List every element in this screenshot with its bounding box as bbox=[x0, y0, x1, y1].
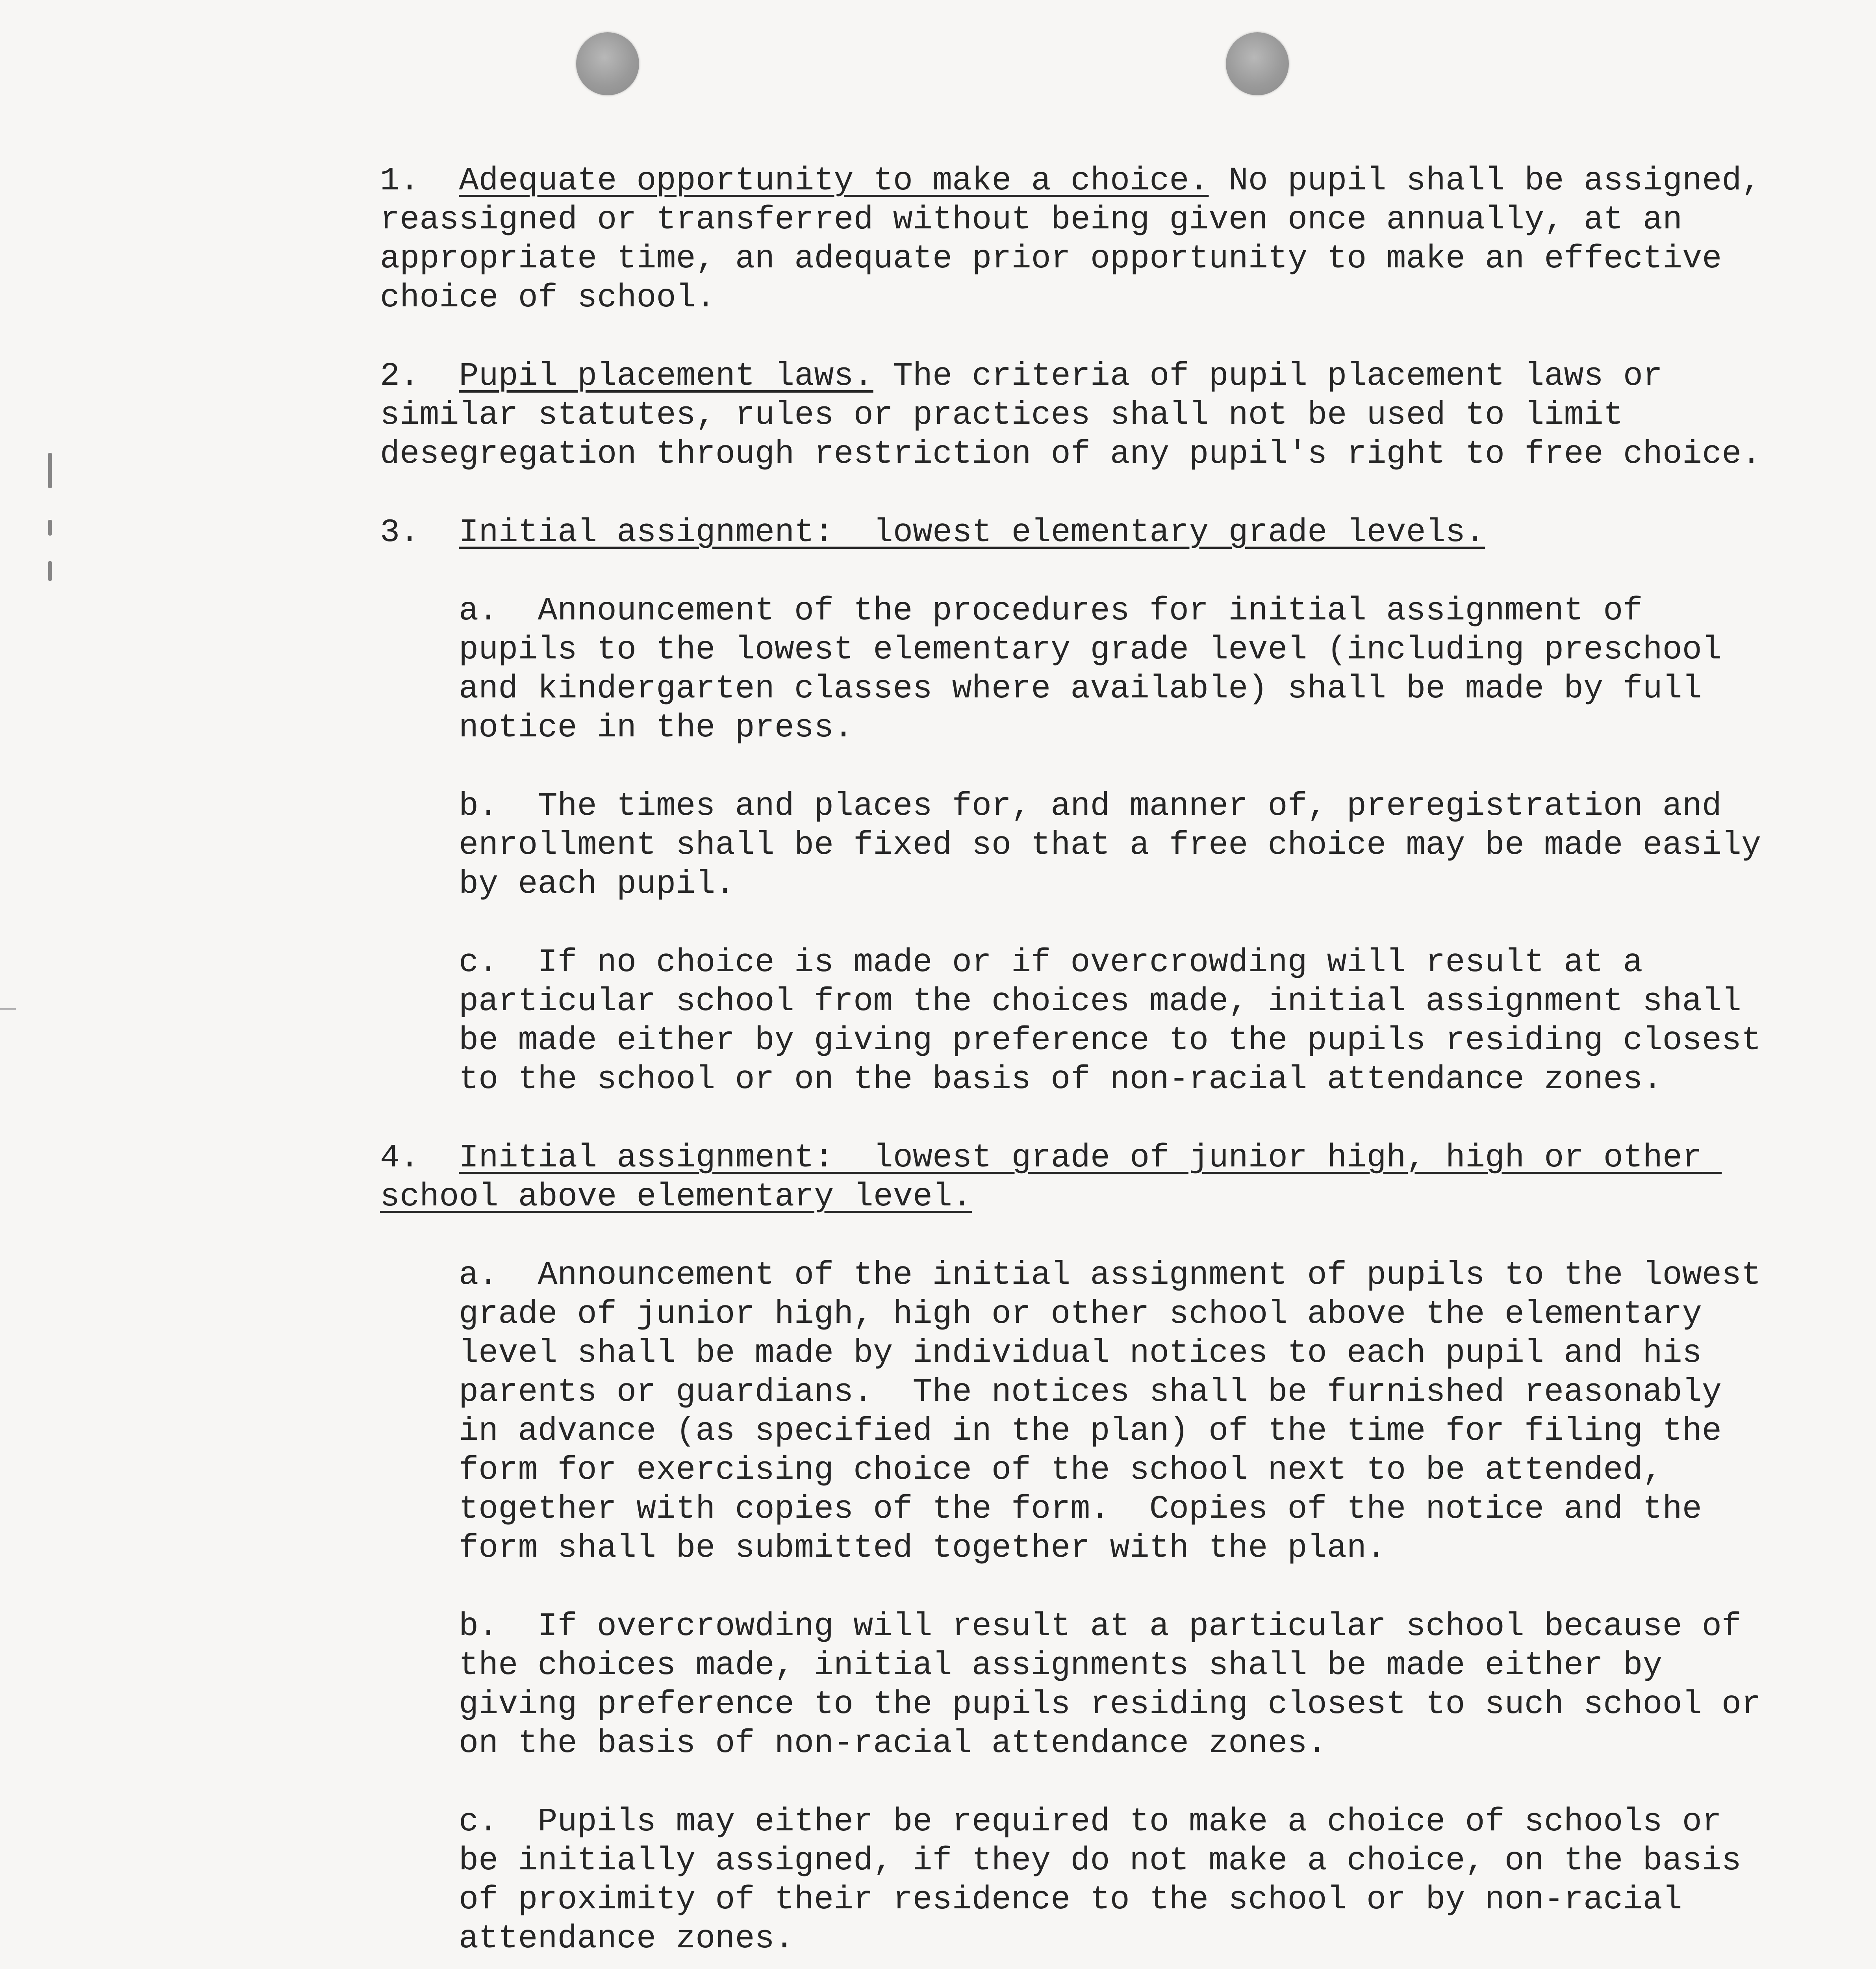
subitem-4c bbox=[222, 1802, 1774, 1958]
subitem-letter: a. bbox=[459, 592, 499, 630]
margin-mark bbox=[48, 520, 52, 536]
section-number: 3. bbox=[380, 514, 420, 551]
margin-mark bbox=[48, 453, 52, 488]
section-1 bbox=[222, 161, 1781, 317]
subitem-text: If no choice is made or if overcrowding will result at a particular school from the choices made, initial assignment shall be made either by giving preference to the pupils residing closest to the school or on the basis of non-racial attendance zones. bbox=[459, 944, 1781, 1098]
document-body bbox=[222, 161, 1781, 1969]
section-2 bbox=[222, 357, 1774, 474]
punch-hole-left bbox=[576, 32, 639, 95]
section-heading: Initial assignment: lowest grade of junior high, high or other school above elementary level. bbox=[380, 1139, 1722, 1216]
section-heading: Pupil placement laws. bbox=[459, 358, 873, 395]
section-heading: Adequate opportunity to make a choice. bbox=[459, 162, 1209, 200]
subitem-3b bbox=[222, 787, 1781, 904]
section-body: No pupil shall be assigned, reassigned or transferred without being given once annually, at an appropriate time, an adequate prior opportunity to make an effective choice of school. bbox=[380, 162, 1781, 317]
subitem-letter: b. bbox=[459, 1608, 499, 1645]
punch-hole-right bbox=[1226, 32, 1289, 95]
subitem-letter: c. bbox=[459, 1803, 499, 1841]
subitem-text: Announcement of the initial assignment of pupils to the lowest grade of junior high, high or other school above the elementary level shall be made by individual notices to each pupil and his parents or guardians. The notices shall be furnished reasonably in advance (as specified in the plan) of the time for filing the form for exercising choice of the school next to be attended, together with copies of the form. Copies of the notice and the form shall be submitted together with the plan. bbox=[459, 1257, 1781, 1567]
section-number: 2. bbox=[380, 358, 420, 395]
section-number: 4. bbox=[380, 1139, 420, 1177]
margin-mark bbox=[48, 561, 52, 581]
subitem-4a bbox=[222, 1256, 1781, 1568]
subitem-letter: b. bbox=[459, 788, 499, 825]
subitem-text: The times and places for, and manner of, preregistration and enrollment shall be fixed so that a free choice may be made easily by each pupil. bbox=[459, 788, 1781, 903]
section-body: The criteria of pupil placement laws or similar statutes, rules or practices shall not be used to limit desegregation through restriction of any pupil's right to free choice. bbox=[380, 358, 1761, 473]
section-number: 1. bbox=[380, 162, 420, 200]
edge-mark bbox=[0, 1008, 16, 1010]
subitem-text: If overcrowding will result at a particular school because of the choices made, initial assignments shall be made either by giving preference to the pupils residing closest to such school or on the basis of non-racial attendance zones. bbox=[459, 1608, 1781, 1762]
section-heading: Initial assignment: lowest elementary grade levels. bbox=[459, 514, 1485, 551]
subitem-letter: c. bbox=[459, 944, 499, 981]
subitem-text: Announcement of the procedures for initial assignment of pupils to the lowest elementary grade level (including preschool and kindergarten classes where available) shall be made by full notice in the press. bbox=[459, 592, 1742, 747]
section-3 bbox=[222, 513, 1774, 552]
subitem-letter: a. bbox=[459, 1257, 499, 1294]
subitem-text: Pupils may either be required to make a choice of schools or be initially assigned, if they do not make a choice, on the basis of proximity of their residence to the school or by non-racial attendance zones. bbox=[459, 1803, 1761, 1958]
subitem-3c bbox=[222, 943, 1781, 1099]
subitem-4b bbox=[222, 1607, 1781, 1763]
section-4 bbox=[222, 1138, 1774, 1216]
subitem-3a bbox=[222, 591, 1774, 747]
